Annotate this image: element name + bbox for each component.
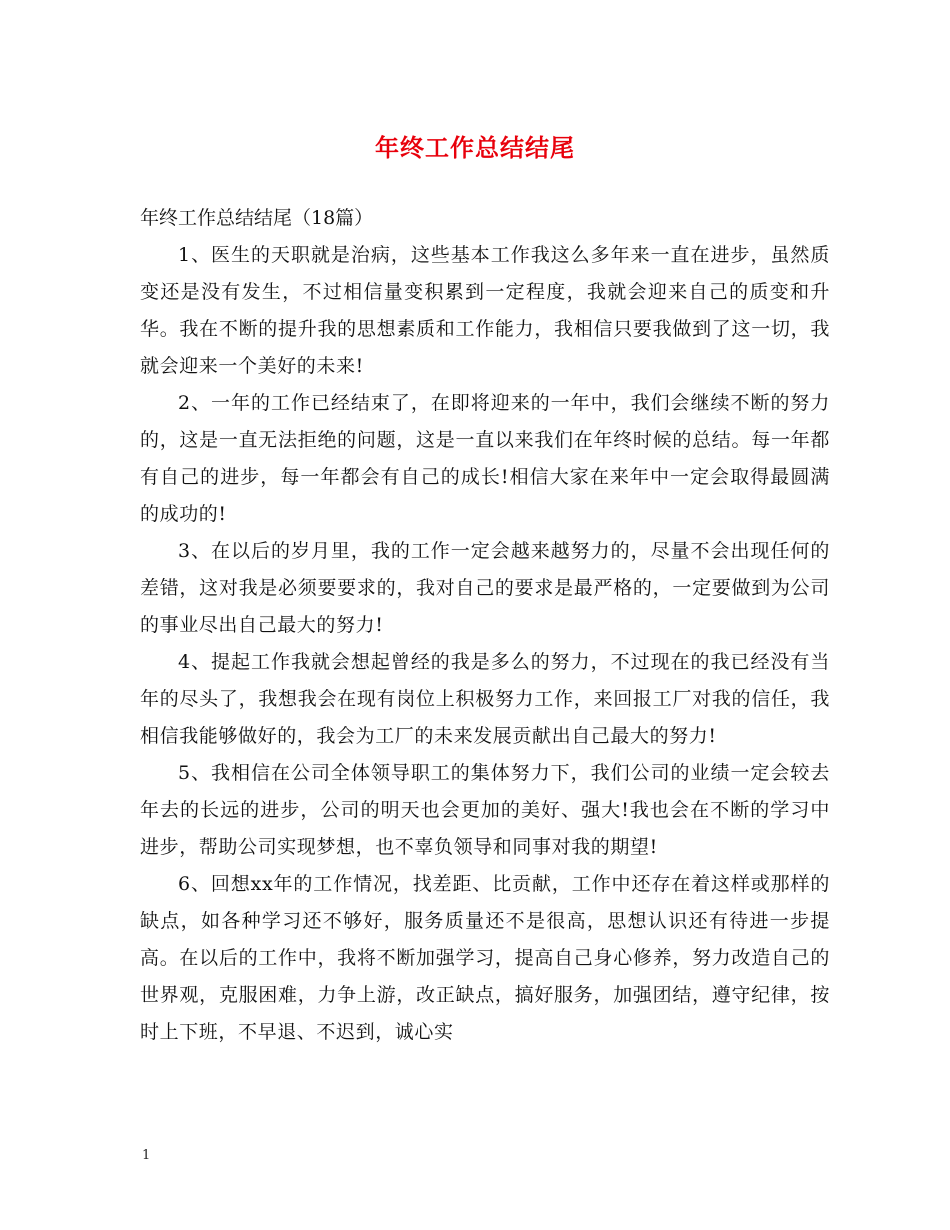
paragraph-4: 4、提起工作我就会想起曾经的我是多么的努力，不过现在的我已经没有当年的尽头了，我想我会在现有岗位上积极努力工作，来回报工厂对我的信任，我相信我能够做好的，我会为工厂的未来发展贡献出自己最大的努力! [140, 651, 830, 747]
document-subtitle: 年终工作总结结尾（18篇） [140, 207, 374, 229]
document-title: 年终工作总结结尾 [375, 133, 575, 162]
document-body [140, 200, 830, 1051]
paragraph-5: 5、我相信在公司全体领导职工的集体努力下，我们公司的业绩一定会较去年去的长远的进步，公司的明天也会更加的美好、强大!我也会在不断的学习中进步，帮助公司实现梦想，也不辜负领导和同事对我的期望! [140, 762, 830, 858]
paragraph-2: 2、一年的工作已经结束了，在即将迎来的一年中，我们会继续不断的努力的，这是一直无法拒绝的问题，这是一直以来我们在年终时候的总结。每一年都有自己的进步，每一年都会有自己的成长!相信大家在来年中一定会取得最圆满的成功的! [140, 392, 830, 525]
paragraph-3: 3、在以后的岁月里，我的工作一定会越来越努力的，尽量不会出现任何的差错，这对我是必须要要求的，我对自己的要求是最严格的，一定要做到为公司的事业尽出自己最大的努力! [140, 540, 830, 636]
paragraph-6: 6、回想xx年的工作情况，找差距、比贡献，工作中还存在着这样或那样的缺点，如各种学习还不够好，服务质量还不是很高，思想认识还有待进一步提高。在以后的工作中，我将不断加强学习，提高自己身心修养，努力改造自己的世界观，克服困难，力争上游，改正缺点，搞好服务，加强团结，遵守纪律，按时上下班，不早退、不迟到，诚心实 [140, 873, 830, 1043]
paragraph-1: 1、医生的天职就是治病，这些基本工作我这么多年来一直在进步，虽然质变还是没有发生，不过相信量变积累到一定程度，我就会迎来自己的质变和升华。我在不断的提升我的思想素质和工作能力，我相信只要我做到了这一切，我就会迎来一个美好的未来! [140, 244, 830, 377]
page-number: 1 [142, 1148, 151, 1163]
